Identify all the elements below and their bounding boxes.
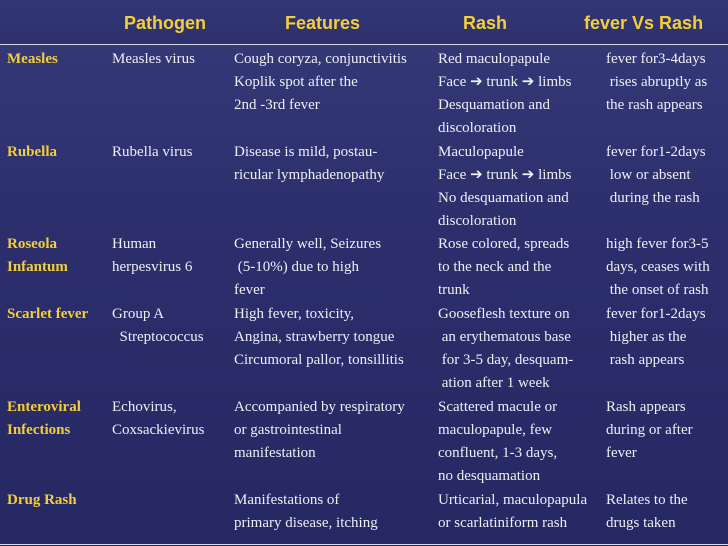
features-cell-line: Angina, strawberry tongue bbox=[234, 329, 395, 345]
rash-cell-line: Gooseflesh texture on bbox=[438, 306, 570, 322]
features-cell-line: Disease is mild, postau- bbox=[234, 144, 378, 160]
features-cell-line: (5-10%) due to high bbox=[234, 259, 359, 275]
pathogen-cell-line: Rubella virus bbox=[112, 144, 193, 160]
disease-name: Measles bbox=[7, 51, 58, 67]
fever-cell-line: fever for1-2days bbox=[606, 306, 706, 322]
features-cell-line: Cough coryza, conjunctivitis bbox=[234, 51, 407, 67]
fever-cell-line: fever for3-4days bbox=[606, 51, 706, 67]
rash-cell-line: Red maculopapule bbox=[438, 51, 551, 67]
features-cell-line: primary disease, itching bbox=[234, 515, 378, 531]
rash-cell-line: no desquamation bbox=[438, 468, 541, 484]
rash-cell-line: discoloration bbox=[438, 213, 517, 229]
pathogen-cell-line: Group A bbox=[112, 306, 165, 322]
disease-name: Roseola Infantum bbox=[7, 236, 68, 275]
bottom-divider bbox=[0, 544, 728, 545]
rash-cell-line: Desquamation and bbox=[438, 97, 551, 113]
fever-cell-line: fever for1-2days bbox=[606, 144, 706, 160]
rash-cell-line: maculopapule, few bbox=[438, 422, 553, 438]
rash-cell-line: Scattered macule or bbox=[438, 399, 558, 415]
features-cell-line: fever bbox=[234, 282, 265, 298]
disease-name: Rubella bbox=[7, 144, 58, 160]
pathogen-cell-line: herpesvirus 6 bbox=[112, 259, 193, 275]
fever-cell-line: days, ceases with bbox=[606, 259, 710, 275]
pathogen-cell-line: Measles virus bbox=[112, 51, 195, 67]
pathogen-cell-line: Human bbox=[112, 236, 157, 252]
rash-cell-line: or scarlatiniform rash bbox=[438, 515, 568, 531]
table-header bbox=[0, 0, 728, 44]
header-fever-vs-rash: fever Vs Rash bbox=[584, 13, 704, 33]
features-cell-line: manifestation bbox=[234, 445, 316, 461]
features-cell-line: Circumoral pallor, tonsillitis bbox=[234, 352, 404, 368]
disease-name: Drug Rash bbox=[7, 492, 77, 508]
disease-name: Scarlet fever bbox=[7, 306, 89, 322]
pathogen-cell-line: Coxsackievirus bbox=[112, 422, 205, 438]
features-cell-line: High fever, toxicity, bbox=[234, 306, 355, 322]
fever-cell-line: Rash appears bbox=[606, 399, 686, 415]
rash-cell-line: for 3-5 day, desquam- bbox=[438, 352, 574, 368]
features-cell-line: 2nd -3rd fever bbox=[234, 97, 320, 113]
fever-cell-line: during or after bbox=[606, 422, 693, 438]
rash-cell-line: No desquamation and bbox=[438, 190, 569, 206]
features-cell-line: ricular lymphadenopathy bbox=[234, 167, 385, 183]
features-cell-line: Generally well, Seizures bbox=[234, 236, 382, 252]
fever-cell-line: fever bbox=[606, 445, 637, 461]
header-divider bbox=[0, 44, 728, 45]
rash-cell-line: Maculopapule bbox=[438, 144, 524, 160]
features-cell-line: or gastrointestinal bbox=[234, 422, 342, 438]
rash-cell-line: an erythematous base bbox=[438, 329, 571, 345]
fever-cell-line: low or absent bbox=[606, 167, 691, 183]
rash-cell-line: to the neck and the bbox=[438, 259, 552, 275]
rash-cell-line: ation after 1 week bbox=[438, 375, 550, 391]
fever-cell-line: Relates to the bbox=[606, 492, 688, 508]
fever-cell-line: higher as the bbox=[606, 329, 687, 345]
rash-cell-line: Rose colored, spreads bbox=[438, 236, 570, 252]
header-rash: Rash bbox=[463, 13, 508, 33]
rash-cell-line: Face ➔ trunk ➔ limbs bbox=[438, 74, 572, 90]
rash-cell-line: confluent, 1-3 days, bbox=[438, 445, 558, 461]
disease-name: Enteroviral Infections bbox=[7, 399, 81, 438]
fever-cell-line: rises abruptly as bbox=[606, 74, 708, 90]
fever-cell-line: rash appears bbox=[606, 352, 685, 368]
fever-cell-line: the rash appears bbox=[606, 97, 703, 113]
fever-cell-line: drugs taken bbox=[606, 515, 676, 531]
rash-cell-line: discoloration bbox=[438, 120, 517, 136]
rash-cell-line: Urticarial, maculopapula bbox=[438, 492, 588, 508]
features-cell-line: Accompanied by respiratory bbox=[234, 399, 405, 415]
rash-cell-line: Face ➔ trunk ➔ limbs bbox=[438, 167, 572, 183]
header-features: Features bbox=[285, 13, 361, 33]
pathogen-cell-line: Echovirus, bbox=[112, 399, 177, 415]
features-cell-line: Koplik spot after the bbox=[234, 74, 358, 90]
fever-cell-line: high fever for3-5 bbox=[606, 236, 709, 252]
pathogen-cell-line: Streptococcus bbox=[112, 329, 204, 345]
fever-cell-line: during the rash bbox=[606, 190, 700, 206]
header-pathogen: Pathogen bbox=[124, 13, 207, 33]
rash-cell-line: trunk bbox=[438, 282, 470, 298]
fever-cell-line: the onset of rash bbox=[606, 282, 709, 298]
features-cell-line: Manifestations of bbox=[234, 492, 340, 508]
